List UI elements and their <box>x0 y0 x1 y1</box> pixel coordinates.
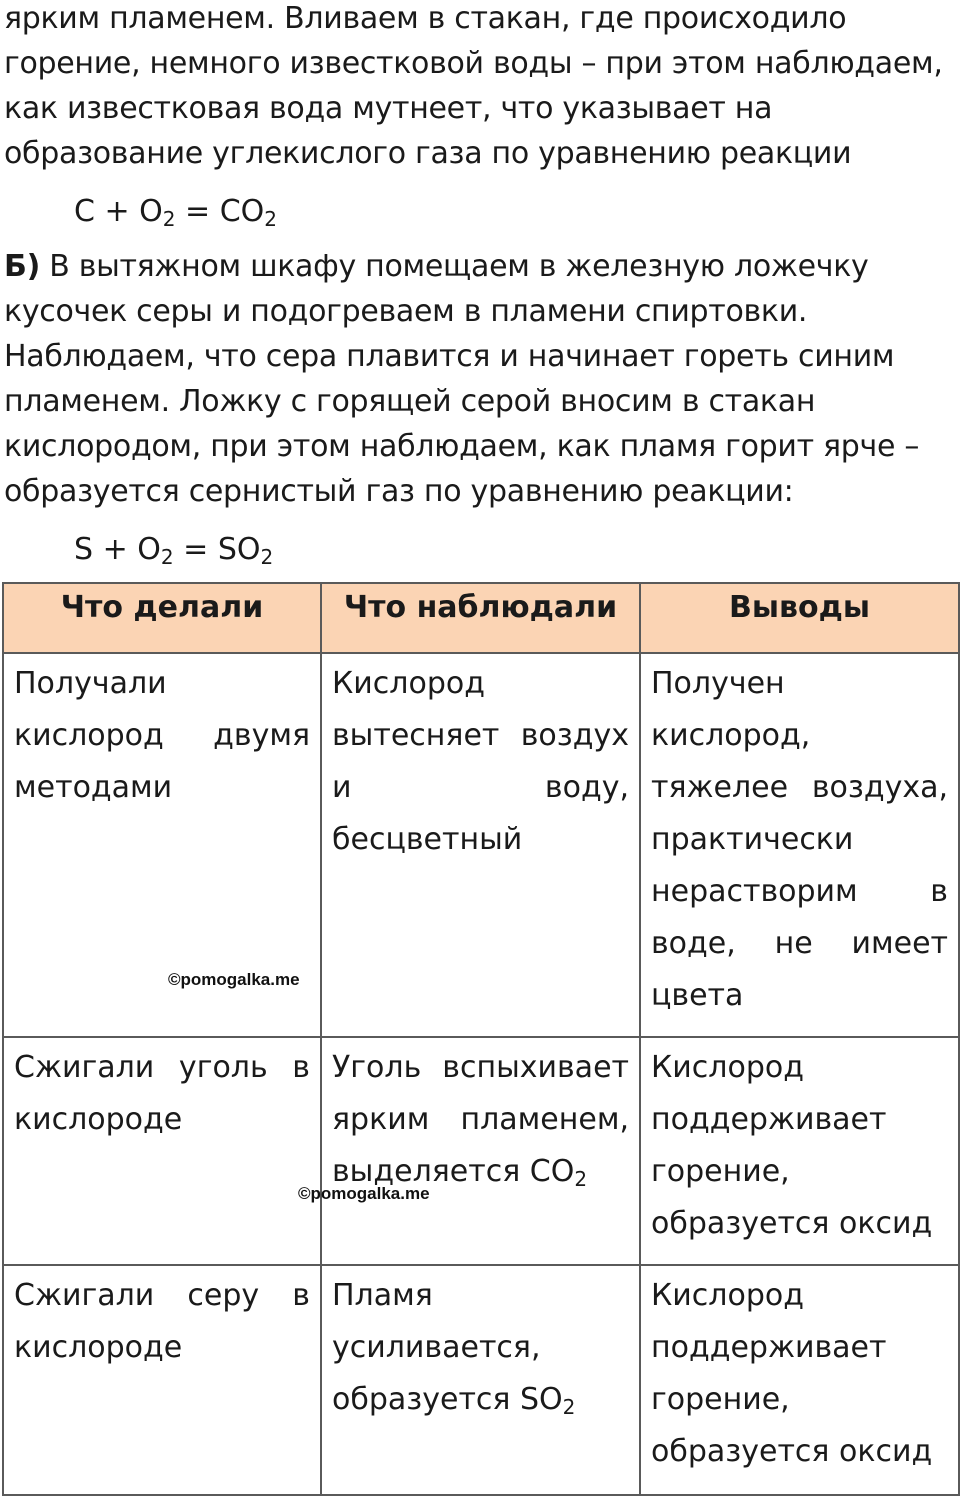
cell-observed-text <box>332 1270 629 1426</box>
cell-did <box>3 1265 321 1495</box>
eq1-sub1: 2 <box>162 207 176 231</box>
cell-conclusion <box>640 1037 959 1265</box>
cell-did-text: Получали кислород двумя методами <box>14 666 310 805</box>
cell-observed-text <box>332 1042 629 1198</box>
table-row <box>3 1037 959 1265</box>
cell-observed-text: Кислород вытесняет воздух и воду, бесцветный <box>332 666 629 857</box>
cell-observed <box>298 1037 640 1265</box>
eq1-mid: = CO <box>175 194 265 229</box>
cell-conclusion-text: Кислород поддерживает горение, образуется оксид <box>651 1050 933 1241</box>
intro-paragraph <box>4 0 956 176</box>
cell-conclusion-text: Получен кислород, тяжелее воздуха, практически нерастворим в воде, не имеет цвета <box>651 666 948 1013</box>
eq2-mid: = SO <box>173 532 261 567</box>
observed-main: Пламя усиливается, образуется SO <box>332 1278 563 1417</box>
eq2-left: S + O <box>74 532 161 567</box>
header-did: Что делали <box>3 583 321 653</box>
cell-conclusion <box>640 1265 959 1495</box>
cell-conclusion-text: Кислород поддерживает горение, образуется оксид <box>651 1278 933 1469</box>
watermark: ©pomogalka.me <box>298 1184 430 1203</box>
table-header-row <box>3 583 959 653</box>
experiment-table <box>2 582 960 1496</box>
section-b-marker: Б) <box>4 249 40 284</box>
observed-sub: 2 <box>574 1167 588 1191</box>
cell-did <box>3 1037 321 1265</box>
header-observed: Что наблюдали <box>321 583 640 653</box>
table-row <box>3 653 959 1037</box>
equation-sulfur <box>74 530 273 570</box>
observed-main: Уголь вспыхивает ярким пламенем, выделяется CO <box>332 1050 629 1189</box>
observed-sub: 2 <box>562 1395 576 1419</box>
watermark: ©pomogalka.me <box>168 970 300 989</box>
table-row <box>3 1265 959 1495</box>
cell-did-text: Сжигали уголь в кислороде <box>14 1050 310 1137</box>
equation-carbon <box>74 192 277 232</box>
cell-observed <box>321 1265 640 1495</box>
cell-conclusion <box>640 653 959 1037</box>
eq1-sub2: 2 <box>264 207 278 231</box>
eq2-sub1: 2 <box>160 545 174 569</box>
eq1-left: C + O <box>74 194 163 229</box>
intro-text: ярким пламенем. Вливаем в стакан, где происходило горение, немного известковой воды – при этом наблюдаем, как известковая вода мутнеет, что указывает на образование углекислого газа по уравнению реакции <box>4 1 943 171</box>
eq2-sub2: 2 <box>260 545 274 569</box>
cell-observed <box>321 653 640 1037</box>
cell-did <box>3 653 321 1037</box>
cell-did-text: Сжигали серу в кислороде <box>14 1278 310 1365</box>
section-b-text: В вытяжном шкафу помещаем в железную ложечку кусочек серы и подогреваем в пламени спиртовки. Наблюдаем, что сера плавится и начинает гореть синим пламенем. Ложку с горящей серой вносим в стакан кислородом, при этом наблюдаем, как пламя горит ярче – образуется сернистый газ по уравнению реакции: <box>4 249 920 509</box>
section-b-paragraph <box>4 244 956 514</box>
header-conclusion: Выводы <box>640 583 959 653</box>
